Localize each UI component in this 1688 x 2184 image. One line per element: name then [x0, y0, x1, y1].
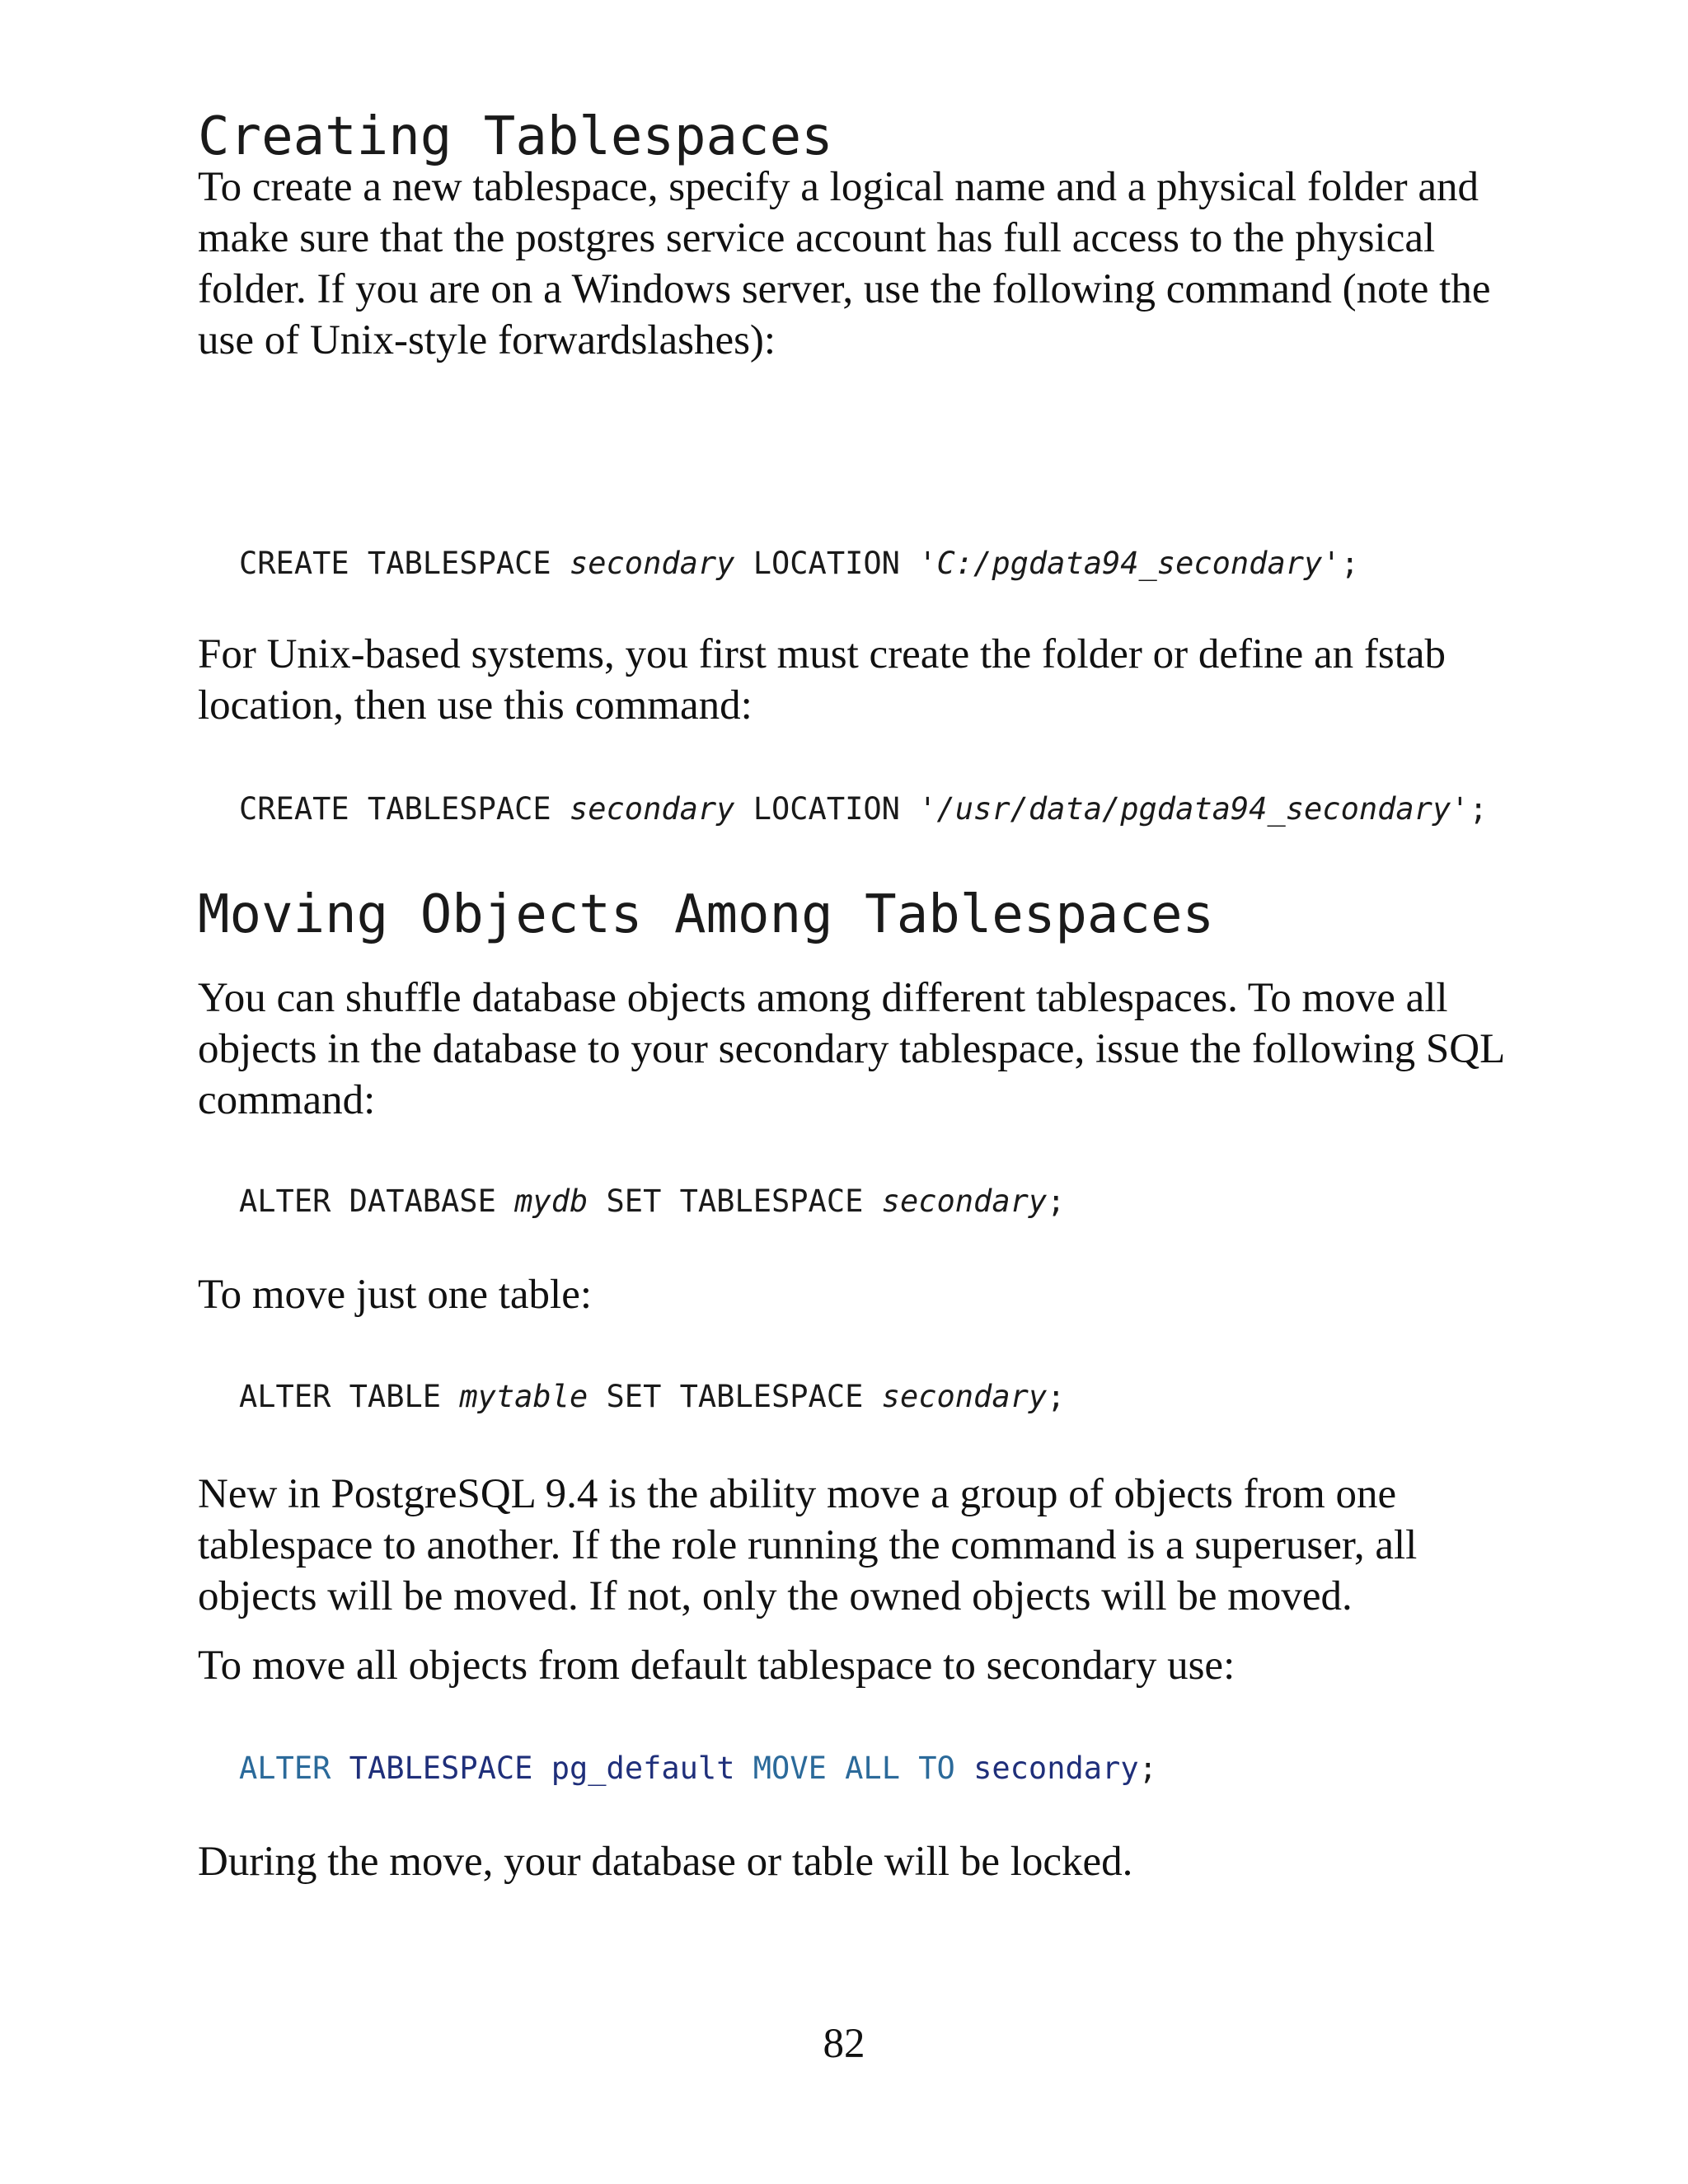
code-target-tablespace: secondary — [881, 1183, 1048, 1219]
code-keyword: ALL — [845, 1750, 900, 1786]
paragraph-move-all: To move all objects from default tablespace to secondary use: — [198, 1643, 1236, 1689]
code-create-unix — [239, 790, 1488, 829]
code-keyword: CREATE TABLESPACE — [239, 791, 570, 827]
page-number: 82 — [823, 2021, 865, 2067]
paragraph-one-table: To move just one table: — [198, 1272, 593, 1318]
code-identifier: secondary — [973, 1750, 1139, 1786]
code-database-name: mydb — [514, 1183, 588, 1219]
code-keyword: SET TABLESPACE — [588, 1379, 882, 1414]
code-tablespace-name: secondary — [569, 546, 735, 581]
code-path-literal: '/usr/data/pgdata94_secondary' — [918, 791, 1470, 827]
paragraph-new-in-94: New in PostgreSQL 9.4 is the ability move a group of objects from one tablespace to another. If the role running the command is a superuser, all objects will be moved. If not, only the owned objects will be moved. — [198, 1471, 1418, 1619]
paragraph-locked: During the move, your database or table will be locked. — [198, 1839, 1133, 1885]
code-path-literal: 'C:/pgdata94_secondary' — [918, 546, 1341, 581]
code-alter-tablespace-move-all — [239, 1749, 1157, 1788]
heading-moving-objects: Moving Objects Among Tablespaces — [198, 884, 1214, 945]
heading-creating-tablespaces: Creating Tablespaces — [198, 106, 833, 167]
code-keyword: SET TABLESPACE — [588, 1183, 882, 1219]
code-identifier: pg_default — [551, 1750, 735, 1786]
code-alter-database — [239, 1182, 1065, 1221]
code-tablespace-name: secondary — [569, 791, 735, 827]
code-alter-table — [239, 1377, 1065, 1417]
code-terminator: ; — [1047, 1379, 1066, 1414]
paragraph-create-intro: To create a new tablespace, specify a logical name and a physical folder and make sure that the postgres service account has full access to the physical folder. If you are on a Windows server, use the following command (note the use of Unix-style forwardslashes): — [198, 164, 1491, 363]
code-keyword: ALTER — [239, 1750, 331, 1786]
code-keyword: ALTER TABLE — [239, 1379, 460, 1414]
code-keyword: CREATE TABLESPACE — [239, 546, 570, 581]
code-target-tablespace: secondary — [881, 1379, 1048, 1414]
code-keyword: TABLESPACE — [349, 1750, 533, 1786]
code-keyword: LOCATION — [734, 546, 919, 581]
paragraph-move-intro: You can shuffle database objects among different tablespaces. To move all objects in the database to your secondary tablespace, issue the following SQL command: — [198, 975, 1504, 1123]
code-create-windows — [239, 544, 1359, 583]
code-terminator: ; — [1138, 1750, 1157, 1786]
code-terminator: ; — [1469, 791, 1488, 827]
code-keyword: ALTER DATABASE — [239, 1183, 515, 1219]
paragraph-unix-systems: For Unix-based systems, you first must create the folder or define an fstab location, then use this command: — [198, 631, 1447, 729]
code-keyword: LOCATION — [734, 791, 919, 827]
code-terminator: ; — [1047, 1183, 1066, 1219]
code-keyword: TO — [918, 1750, 955, 1786]
code-table-name: mytable — [459, 1379, 588, 1414]
code-keyword: MOVE — [753, 1750, 827, 1786]
code-terminator: ; — [1340, 546, 1359, 581]
